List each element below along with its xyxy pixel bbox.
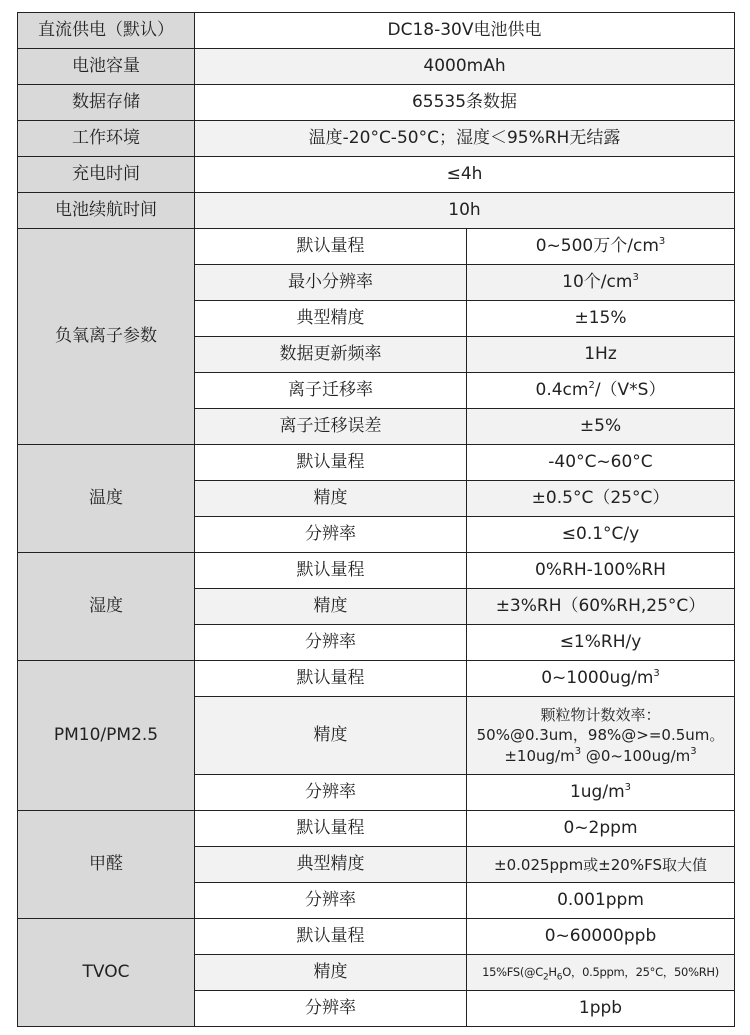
value-text: ±10ug/m xyxy=(504,746,575,765)
param-value: ±5% xyxy=(467,409,735,445)
param-name: 精度 xyxy=(195,955,467,991)
param-name: 精度 xyxy=(195,481,467,517)
param-value xyxy=(467,373,735,409)
value-text: 0~500万个/cm xyxy=(535,236,659,257)
value-text: O，0.5ppm，25°C，50%RH) xyxy=(562,964,719,979)
param-value xyxy=(467,661,735,697)
table-row xyxy=(18,661,735,697)
param-name: 默认量程 xyxy=(195,229,467,265)
superscript: 3 xyxy=(624,781,632,793)
param-value: ±0.025ppm或±20%FS取大值 xyxy=(467,847,735,883)
param-name: 默认量程 xyxy=(195,553,467,589)
value-text: 10个/cm xyxy=(562,272,633,293)
param-value xyxy=(467,265,735,301)
group-label-humidity: 湿度 xyxy=(18,553,195,661)
param-name: 离子迁移误差 xyxy=(195,409,467,445)
table-row xyxy=(18,85,735,121)
param-value: 1ppb xyxy=(467,991,735,1027)
value-text: @0~100ug/m xyxy=(581,746,691,765)
row-value: 4000mAh xyxy=(195,49,735,85)
group-label-tvoc: TVOC xyxy=(18,919,195,1027)
superscript: 3 xyxy=(658,235,666,247)
table-row xyxy=(18,13,735,49)
param-name: 分辨率 xyxy=(195,625,467,661)
param-value xyxy=(467,229,735,265)
value-text: /（V*S） xyxy=(594,380,666,401)
param-value xyxy=(467,955,735,991)
value-text: 0.4cm xyxy=(535,380,589,401)
superscript: 2 xyxy=(588,379,595,391)
param-value: ≤1%RH/y xyxy=(467,625,735,661)
param-name: 典型精度 xyxy=(195,847,467,883)
row-label: 电池容量 xyxy=(18,49,195,85)
row-label: 电池续航时间 xyxy=(18,193,195,229)
row-label: 工作环境 xyxy=(18,121,195,157)
row-label: 充电时间 xyxy=(18,157,195,193)
table-row xyxy=(18,121,735,157)
table-row xyxy=(18,157,735,193)
param-value xyxy=(467,697,735,775)
value-text: 1ug/m xyxy=(569,782,625,803)
group-label-formaldehyde: 甲醛 xyxy=(18,811,195,919)
row-value: 10h xyxy=(195,193,735,229)
param-name: 默认量程 xyxy=(195,919,467,955)
param-value xyxy=(467,775,735,811)
superscript: 3 xyxy=(690,745,697,757)
table-row xyxy=(18,445,735,481)
subscript: 2 xyxy=(542,971,549,982)
value-text: 0~1000ug/m xyxy=(541,668,654,689)
param-value: ±15% xyxy=(467,301,735,337)
param-value: 0~2ppm xyxy=(467,811,735,847)
table-row xyxy=(18,919,735,955)
group-label-ion: 负氧离子参数 xyxy=(18,229,195,445)
param-name: 精度 xyxy=(195,589,467,625)
param-name: 默认量程 xyxy=(195,445,467,481)
row-label: 直流供电（默认） xyxy=(18,13,195,49)
param-name: 精度 xyxy=(195,697,467,775)
subscript: 6 xyxy=(556,971,563,982)
group-label-temperature: 温度 xyxy=(18,445,195,553)
param-name: 分辨率 xyxy=(195,775,467,811)
group-label-pm: PM10/PM2.5 xyxy=(18,661,195,811)
row-value: DC18-30V电池供电 xyxy=(195,13,735,49)
spec-table-container xyxy=(17,12,734,1027)
table-row xyxy=(18,553,735,589)
row-value: 65535条数据 xyxy=(195,85,735,121)
param-name: 数据更新频率 xyxy=(195,337,467,373)
superscript: 3 xyxy=(632,271,639,283)
table-row xyxy=(18,193,735,229)
superscript: 3 xyxy=(574,745,582,757)
param-value: 1Hz xyxy=(467,337,735,373)
value-text: H xyxy=(548,964,557,979)
param-value: -40°C~60°C xyxy=(467,445,735,481)
param-name: 分辨率 xyxy=(195,883,467,919)
param-value: 0%RH-100%RH xyxy=(467,553,735,589)
param-value: 0.001ppm xyxy=(467,883,735,919)
param-name: 典型精度 xyxy=(195,301,467,337)
table-row xyxy=(18,229,735,265)
table-row xyxy=(18,811,735,847)
param-value: ±0.5°C（25°C） xyxy=(467,481,735,517)
spec-table xyxy=(17,12,735,1027)
superscript: 3 xyxy=(653,667,660,679)
param-name: 最小分辨率 xyxy=(195,265,467,301)
param-name: 默认量程 xyxy=(195,661,467,697)
value-line: 颗粒物计数效率： xyxy=(540,706,661,725)
row-value: 温度-20°C-50°C；湿度＜95%RH无结露 xyxy=(195,121,735,157)
value-line: 50%@0.3um，98%@>=0.5um。 xyxy=(476,726,725,745)
param-value: 0~60000ppb xyxy=(467,919,735,955)
param-value: ≤0.1°C/y xyxy=(467,517,735,553)
table-row xyxy=(18,49,735,85)
param-name: 分辨率 xyxy=(195,991,467,1027)
value-text: 15%FS(@C xyxy=(482,964,543,979)
value-line xyxy=(467,746,734,766)
row-label: 数据存储 xyxy=(18,85,195,121)
param-name: 离子迁移率 xyxy=(195,373,467,409)
param-value: ±3%RH（60%RH,25°C） xyxy=(467,589,735,625)
row-value: ≤4h xyxy=(195,157,735,193)
param-name: 分辨率 xyxy=(195,517,467,553)
param-name: 默认量程 xyxy=(195,811,467,847)
